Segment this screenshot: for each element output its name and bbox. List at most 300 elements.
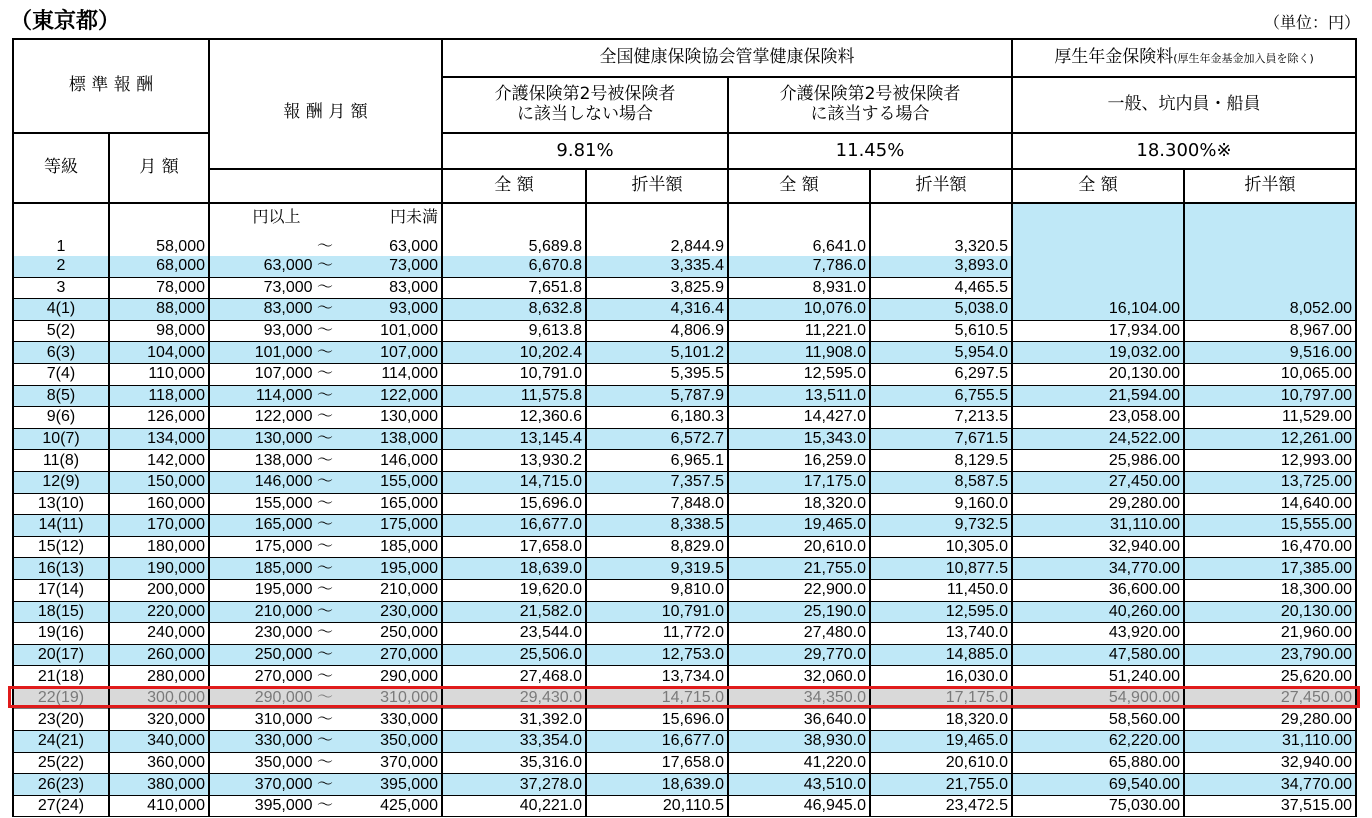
- monthly-cell: 320,000: [109, 709, 209, 731]
- care-half-cell: 8,587.5: [870, 471, 1012, 493]
- table-row: [13, 256, 1356, 277]
- pension-half-cell: 14,640.00: [1184, 493, 1356, 515]
- range-to-cell: 310,000: [339, 687, 442, 709]
- care-full-cell: 15,343.0: [728, 428, 870, 450]
- grade-cell: 10(7): [13, 428, 109, 450]
- health-full-cell: 15,696.0: [442, 493, 586, 515]
- range-to-cell: 101,000: [339, 320, 442, 342]
- pension-full-cell: 27,450.00: [1012, 471, 1184, 493]
- range-to-cell: 114,000: [339, 363, 442, 385]
- range-from-value: 270,000 ～: [254, 667, 333, 685]
- grade-cell: 18(15): [13, 601, 109, 623]
- pension-full-cell: 20,130.00: [1012, 363, 1184, 385]
- health-full-cell: 14,715.0: [442, 471, 586, 493]
- range-to-cell: 146,000: [339, 450, 442, 472]
- care-half-cell: 5,038.0: [870, 299, 1012, 321]
- range-from-cell: [209, 203, 339, 256]
- pension-half-cell: 10,065.00: [1184, 363, 1356, 385]
- care-half-cell: 11,450.0: [870, 579, 1012, 601]
- pension-half-cell: 16,470.00: [1184, 536, 1356, 558]
- health-half-cell: 8,829.0: [586, 536, 728, 558]
- pension-full-cell: 43,920.00: [1012, 623, 1184, 645]
- grade-cell: 17(14): [13, 579, 109, 601]
- table-row: [13, 450, 1356, 472]
- care-full-cell: 27,480.0: [728, 623, 870, 645]
- care-full-cell: 22,900.0: [728, 579, 870, 601]
- range-to-cell: 350,000: [339, 731, 442, 753]
- care-half-cell: 8,129.5: [870, 450, 1012, 472]
- grade-cell: 12(9): [13, 471, 109, 493]
- monthly-cell: 410,000: [109, 795, 209, 817]
- health-full-cell: 18,639.0: [442, 558, 586, 580]
- grade-cell: 22(19): [13, 687, 109, 709]
- monthly-header: 月 額: [109, 133, 209, 203]
- health-half-cell: 3,335.4: [586, 256, 728, 277]
- rate-care: 11.45%: [728, 133, 1012, 169]
- range-from-cell: [209, 774, 339, 796]
- pension-half-cell: 25,620.00: [1184, 666, 1356, 688]
- range-from-value: 210,000 ～: [254, 602, 333, 620]
- grade-cell: 7(4): [13, 363, 109, 385]
- pension-full-cell: 21,594.00: [1012, 385, 1184, 407]
- care-half-cell: 20,610.0: [870, 752, 1012, 774]
- grade-cell: 9(6): [13, 407, 109, 429]
- monthly-cell: 118,000: [109, 385, 209, 407]
- pension-half-cell: [1184, 256, 1356, 277]
- care-half-cell: 3,320.5: [870, 203, 1012, 256]
- table-row: [13, 428, 1356, 450]
- pension-full-cell: 62,220.00: [1012, 731, 1184, 753]
- care-full-cell: 12,595.0: [728, 363, 870, 385]
- care-half-cell: 9,160.0: [870, 493, 1012, 515]
- range-to-cell: 円未満 63,000: [339, 203, 442, 256]
- care-full-cell: 20,610.0: [728, 536, 870, 558]
- table-row: [13, 666, 1356, 688]
- range-from-value: 122,000 ～: [254, 408, 333, 426]
- care-yes-header: 介護保険第2号被保険者 に該当する場合: [728, 77, 1012, 133]
- pension-full-cell: 32,940.00: [1012, 536, 1184, 558]
- table-row: [13, 752, 1356, 774]
- health-half-cell: 4,806.9: [586, 320, 728, 342]
- monthly-cell: 98,000: [109, 320, 209, 342]
- rate-pension: 18.300%※: [1012, 133, 1356, 169]
- table-row: [13, 644, 1356, 666]
- care-half-cell: 6,297.5: [870, 363, 1012, 385]
- health-full-cell: 10,202.4: [442, 342, 586, 364]
- pension-note: (厚生年金基金加入員を除く): [1173, 52, 1314, 66]
- table-row: [13, 795, 1356, 817]
- care-full-cell: 34,350.0: [728, 687, 870, 709]
- care-full-cell: 21,755.0: [728, 558, 870, 580]
- pension-full-cell: 34,770.00: [1012, 558, 1184, 580]
- range-from-cell: [209, 731, 339, 753]
- grade-cell: 4(1): [13, 299, 109, 321]
- range-from-cell: [209, 407, 339, 429]
- range-to-cell: 290,000: [339, 666, 442, 688]
- range-from-cell: [209, 256, 339, 277]
- health-half-cell: 13,734.0: [586, 666, 728, 688]
- range-from-value: 83,000 ～: [263, 300, 333, 318]
- range-to-cell: 165,000: [339, 493, 442, 515]
- health-full-cell: 16,677.0: [442, 515, 586, 537]
- range-to-cell: 330,000: [339, 709, 442, 731]
- care-full-cell: 7,786.0: [728, 256, 870, 277]
- range-to-cell: 73,000: [339, 256, 442, 277]
- table-row: [13, 299, 1356, 321]
- health-full-cell: 5,689.8: [442, 203, 586, 256]
- health-full-cell: 11,575.8: [442, 385, 586, 407]
- grade-cell: 11(8): [13, 450, 109, 472]
- health-header: 全国健康保険協会管掌健康保険料: [442, 39, 1012, 77]
- health-half-cell: 16,677.0: [586, 731, 728, 753]
- pension-full-cell: 25,986.00: [1012, 450, 1184, 472]
- health-half-cell: 10,791.0: [586, 601, 728, 623]
- care-full-cell: 10,076.0: [728, 299, 870, 321]
- care-half-cell: 5,954.0: [870, 342, 1012, 364]
- pension-type-header: 一般、坑内員・船員: [1012, 77, 1356, 133]
- pension-full-cell: 65,880.00: [1012, 752, 1184, 774]
- health-half-cell: 7,357.5: [586, 471, 728, 493]
- health-half-cell: 18,639.0: [586, 774, 728, 796]
- grade-cell: 23(20): [13, 709, 109, 731]
- range-to-cell: 175,000: [339, 515, 442, 537]
- pension-half-cell: 15,555.00: [1184, 515, 1356, 537]
- range-from-cell: [209, 644, 339, 666]
- grade-cell: 6(3): [13, 342, 109, 364]
- range-from-value: 290,000 ～: [254, 689, 333, 707]
- health-full-cell: 17,658.0: [442, 536, 586, 558]
- health-full-cell: 23,544.0: [442, 623, 586, 645]
- care-half-cell: 7,671.5: [870, 428, 1012, 450]
- monthly-cell: 68,000: [109, 256, 209, 277]
- care-half-cell: 14,885.0: [870, 644, 1012, 666]
- monthly-cell: 300,000: [109, 687, 209, 709]
- range-from-value: 114,000 ～: [255, 386, 333, 404]
- health-full-cell: 37,278.0: [442, 774, 586, 796]
- monthly-cell: 110,000: [109, 363, 209, 385]
- grade-cell: 20(17): [13, 644, 109, 666]
- range-from-value: 250,000 ～: [254, 645, 333, 663]
- pension-full-cell: [1012, 277, 1184, 299]
- table-row: [13, 774, 1356, 796]
- grade-cell: 21(18): [13, 666, 109, 688]
- pension-full-cell: 23,058.00: [1012, 407, 1184, 429]
- range-from-value: 185,000 ～: [254, 559, 333, 577]
- grade-cell: 27(24): [13, 795, 109, 817]
- pension-half-cell: 12,261.00: [1184, 428, 1356, 450]
- care-full-cell: 46,945.0: [728, 795, 870, 817]
- care-half-cell: 9,732.5: [870, 515, 1012, 537]
- health-half-cell: 17,658.0: [586, 752, 728, 774]
- health-half-cell: 6,965.1: [586, 450, 728, 472]
- health-full-cell: 21,582.0: [442, 601, 586, 623]
- standard-header: 標 準 報 酬: [13, 39, 209, 133]
- pension-half-cell: 13,725.00: [1184, 471, 1356, 493]
- care-no-header: 介護保険第2号被保険者 に該当しない場合: [442, 77, 728, 133]
- range-from-value: 107,000 ～: [254, 365, 333, 383]
- pension-half-cell: 20,130.00: [1184, 601, 1356, 623]
- range-from-value: 73,000 ～: [263, 278, 333, 296]
- pension-full-cell: 47,580.00: [1012, 644, 1184, 666]
- grade-header: 等級: [13, 133, 109, 203]
- health-full-cell: 6,670.8: [442, 256, 586, 277]
- range-from-cell: [209, 471, 339, 493]
- full-header-no-care: 全 額: [442, 169, 586, 203]
- range-from-value: ～: [316, 238, 333, 255]
- pension-half-cell: 11,529.00: [1184, 407, 1356, 429]
- pension-full-cell: [1012, 256, 1184, 277]
- pension-half-cell: 17,385.00: [1184, 558, 1356, 580]
- pension-full-cell: 51,240.00: [1012, 666, 1184, 688]
- range-from-value: 93,000 ～: [263, 322, 333, 340]
- range-from-cell: [209, 277, 339, 299]
- table-row: [13, 536, 1356, 558]
- pension-full-cell: 16,104.00: [1012, 299, 1184, 321]
- table-row: [13, 515, 1356, 537]
- range-from-value: 175,000 ～: [254, 538, 333, 556]
- care-full-cell: 25,190.0: [728, 601, 870, 623]
- pension-full-cell: [1012, 203, 1184, 256]
- grade-cell: 14(11): [13, 515, 109, 537]
- monthly-cell: 190,000: [109, 558, 209, 580]
- monthly-cell: 58,000: [109, 203, 209, 256]
- care-full-cell: 13,511.0: [728, 385, 870, 407]
- health-full-cell: 13,145.4: [442, 428, 586, 450]
- table-row: [13, 407, 1356, 429]
- monthly-cell: 104,000: [109, 342, 209, 364]
- range-to-cell: 425,000: [339, 795, 442, 817]
- health-full-cell: 7,651.8: [442, 277, 586, 299]
- care-full-cell: 43,510.0: [728, 774, 870, 796]
- unit-label: （単位：円）: [1263, 13, 1360, 32]
- grade-cell: 5(2): [13, 320, 109, 342]
- range-from-value: 350,000 ～: [254, 753, 333, 771]
- monthly-cell: 360,000: [109, 752, 209, 774]
- health-full-cell: 35,316.0: [442, 752, 586, 774]
- range-to-cell: 138,000: [339, 428, 442, 450]
- table-row: [13, 731, 1356, 753]
- range-from-value: 330,000 ～: [254, 732, 333, 750]
- care-full-cell: 6,641.0: [728, 203, 870, 256]
- health-half-cell: 15,696.0: [586, 709, 728, 731]
- pension-full-cell: 17,934.00: [1012, 320, 1184, 342]
- range-from-cell: [209, 450, 339, 472]
- care-full-cell: 41,220.0: [728, 752, 870, 774]
- monthly-cell: 280,000: [109, 666, 209, 688]
- range-from-cell: [209, 428, 339, 450]
- range-from-cell: [209, 601, 339, 623]
- pension-half-cell: 31,110.00: [1184, 731, 1356, 753]
- range-from-value: 101,000 ～: [254, 343, 333, 361]
- range-from-cell: [209, 363, 339, 385]
- range-to-cell: 93,000: [339, 299, 442, 321]
- care-full-cell: 11,221.0: [728, 320, 870, 342]
- range-to-cell: 122,000: [339, 385, 442, 407]
- health-full-cell: 25,506.0: [442, 644, 586, 666]
- health-full-cell: 31,392.0: [442, 709, 586, 731]
- health-half-cell: 9,810.0: [586, 579, 728, 601]
- care-full-cell: 19,465.0: [728, 515, 870, 537]
- full-header-care: 全 額: [728, 169, 870, 203]
- range-to-cell: 195,000: [339, 558, 442, 580]
- pension-half-cell: 8,052.00: [1184, 299, 1356, 321]
- range-from-cell: [209, 579, 339, 601]
- table-row: [13, 385, 1356, 407]
- care-full-cell: 11,908.0: [728, 342, 870, 364]
- pension-half-cell: 23,790.00: [1184, 644, 1356, 666]
- range-to-cell: 210,000: [339, 579, 442, 601]
- table-row: [13, 320, 1356, 342]
- grade-cell: 15(12): [13, 536, 109, 558]
- care-half-cell: 17,175.0: [870, 687, 1012, 709]
- care-half-cell: 4,465.5: [870, 277, 1012, 299]
- range-from-value: 138,000 ～: [254, 451, 333, 469]
- health-half-cell: 5,395.5: [586, 363, 728, 385]
- range-from-value: 230,000 ～: [254, 624, 333, 642]
- monthly-cell: 220,000: [109, 601, 209, 623]
- health-half-cell: 12,753.0: [586, 644, 728, 666]
- table-row: [13, 471, 1356, 493]
- grade-cell: 19(16): [13, 623, 109, 645]
- pension-full-cell: 54,900.00: [1012, 687, 1184, 709]
- pension-full-cell: 36,600.00: [1012, 579, 1184, 601]
- range-to-cell: 83,000: [339, 277, 442, 299]
- table-row: [13, 342, 1356, 364]
- care-half-cell: 10,305.0: [870, 536, 1012, 558]
- care-full-cell: 36,640.0: [728, 709, 870, 731]
- care-half-cell: 7,213.5: [870, 407, 1012, 429]
- health-full-cell: 9,613.8: [442, 320, 586, 342]
- health-half-cell: 2,844.9: [586, 203, 728, 256]
- care-full-cell: 17,175.0: [728, 471, 870, 493]
- care-full-cell: 32,060.0: [728, 666, 870, 688]
- range-to-cell: 230,000: [339, 601, 442, 623]
- pension-half-cell: 18,300.00: [1184, 579, 1356, 601]
- care-half-cell: 18,320.0: [870, 709, 1012, 731]
- pension-full-cell: 24,522.00: [1012, 428, 1184, 450]
- range-from-value: 155,000 ～: [254, 494, 333, 512]
- pension-full-cell: 40,260.00: [1012, 601, 1184, 623]
- range-to-label: 円未満: [389, 207, 438, 226]
- pension-half-cell: [1184, 277, 1356, 299]
- range-from-value: 146,000 ～: [254, 473, 333, 491]
- monthly-cell: 160,000: [109, 493, 209, 515]
- range-to-cell: 250,000: [339, 623, 442, 645]
- care-half-cell: 19,465.0: [870, 731, 1012, 753]
- half-header-pension: 折半額: [1184, 169, 1356, 203]
- monthly-cell: 134,000: [109, 428, 209, 450]
- selected-row-highlight: [8, 686, 1360, 708]
- health-half-cell: 5,787.9: [586, 385, 728, 407]
- range-header-spacer: [209, 169, 442, 203]
- range-from-cell: [209, 515, 339, 537]
- table-row: [13, 203, 1356, 256]
- grade-cell: 8(5): [13, 385, 109, 407]
- health-half-cell: 11,772.0: [586, 623, 728, 645]
- table-row: [13, 623, 1356, 645]
- range-from-cell: [209, 795, 339, 817]
- monthly-range-header: 報 酬 月 額: [209, 39, 442, 169]
- care-half-cell: 10,877.5: [870, 558, 1012, 580]
- grade-cell: 16(13): [13, 558, 109, 580]
- pension-half-cell: 37,515.00: [1184, 795, 1356, 817]
- pension-half-cell: 34,770.00: [1184, 774, 1356, 796]
- health-half-cell: 5,101.2: [586, 342, 728, 364]
- health-full-cell: 8,632.8: [442, 299, 586, 321]
- pension-half-cell: 21,960.00: [1184, 623, 1356, 645]
- range-to-cell: 395,000: [339, 774, 442, 796]
- range-from-label: 円以上: [252, 207, 301, 226]
- care-full-cell: 18,320.0: [728, 493, 870, 515]
- range-from-value: 195,000 ～: [254, 581, 333, 599]
- half-header-care: 折半額: [870, 169, 1012, 203]
- pension-full-cell: 69,540.00: [1012, 774, 1184, 796]
- pension-half-cell: 8,967.00: [1184, 320, 1356, 342]
- pension-half-cell: 29,280.00: [1184, 709, 1356, 731]
- monthly-cell: 88,000: [109, 299, 209, 321]
- range-from-value: 165,000 ～: [254, 516, 333, 534]
- care-half-cell: 13,740.0: [870, 623, 1012, 645]
- range-from-value: 395,000 ～: [254, 797, 333, 815]
- monthly-cell: 170,000: [109, 515, 209, 537]
- care-half-cell: 12,595.0: [870, 601, 1012, 623]
- pension-half-cell: [1184, 203, 1356, 256]
- prefecture-title: （東京都）: [10, 9, 121, 34]
- pension-half-cell: 32,940.00: [1184, 752, 1356, 774]
- range-from-cell: [209, 493, 339, 515]
- range-to-cell: 270,000: [339, 644, 442, 666]
- range-from-value: 310,000 ～: [254, 710, 333, 728]
- pension-full-cell: 75,030.00: [1012, 795, 1184, 817]
- health-half-cell: 14,715.0: [586, 687, 728, 709]
- range-from-value: 370,000 ～: [254, 775, 333, 793]
- table-row: [13, 493, 1356, 515]
- range-from-value: 130,000 ～: [254, 430, 333, 448]
- range-from-cell: [209, 623, 339, 645]
- monthly-cell: 142,000: [109, 450, 209, 472]
- range-to-cell: 185,000: [339, 536, 442, 558]
- care-half-cell: 16,030.0: [870, 666, 1012, 688]
- monthly-cell: 180,000: [109, 536, 209, 558]
- care-full-cell: 29,770.0: [728, 644, 870, 666]
- range-from-cell: [209, 709, 339, 731]
- range-to-cell: 130,000: [339, 407, 442, 429]
- full-header-pension: 全 額: [1012, 169, 1184, 203]
- health-full-cell: 40,221.0: [442, 795, 586, 817]
- pension-half-cell: 27,450.00: [1184, 687, 1356, 709]
- grade-cell: 26(23): [13, 774, 109, 796]
- pension-full-cell: 58,560.00: [1012, 709, 1184, 731]
- care-half-cell: 23,472.5: [870, 795, 1012, 817]
- health-half-cell: 9,319.5: [586, 558, 728, 580]
- table-row: [13, 363, 1356, 385]
- monthly-cell: 380,000: [109, 774, 209, 796]
- range-from-cell: [209, 385, 339, 407]
- range-from-cell: [209, 752, 339, 774]
- grade-cell: 25(22): [13, 752, 109, 774]
- health-half-cell: 20,110.5: [586, 795, 728, 817]
- health-full-cell: 29,430.0: [442, 687, 586, 709]
- health-half-cell: 7,848.0: [586, 493, 728, 515]
- range-to-cell: 370,000: [339, 752, 442, 774]
- monthly-cell: 150,000: [109, 471, 209, 493]
- table-row: [13, 558, 1356, 580]
- health-full-cell: 12,360.6: [442, 407, 586, 429]
- health-half-cell: 8,338.5: [586, 515, 728, 537]
- range-from-cell: [209, 342, 339, 364]
- rate-no-care: 9.81%: [442, 133, 728, 169]
- range-from-cell: [209, 536, 339, 558]
